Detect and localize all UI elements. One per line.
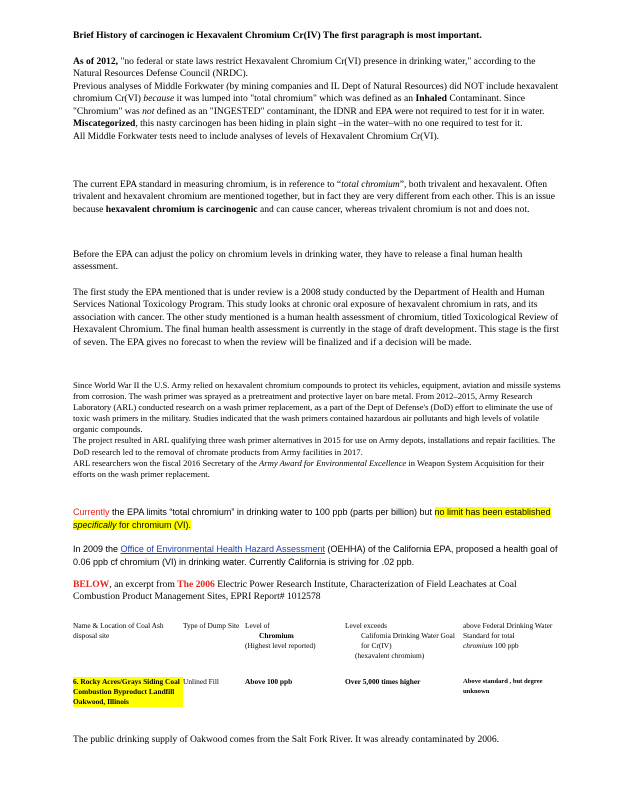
leachate-table xyxy=(73,621,563,707)
paragraph-epri-excerpt: BELOW, an excerpt from The 2006 Electric Power Research Institute, Characterization of Field Leachates at Coal Combustion Product Management Sites, EPRI Report# 1012578 xyxy=(73,579,517,603)
paragraph-middle-fork: Previous analyses of Middle Forkwater (by mining companies and IL Dept of Natural Resources) did NOT include hexavalent chromium Cr(VI) because it was lumped into "total chromium" which was defined as an Inhaled Contaminant. Since "Chromium" was not defined as an "INGESTED" contaminant, the IDNR and EPA were not required to test for it in water. Miscategorized, this nasty carcinogen has been hiding in plain sight –in the water–with no one required to test for it. All Middle Forkwater tests need to include analyses of levels of Hexavalent Chromium Cr(VI). xyxy=(73,81,559,142)
paragraph-epa-standard: The current EPA standard in measuring chromium, is in reference to “total chromium”, both trivalent and hexavalent. Often trivalent and hexavalent chromium are mentioned together, but in fact they are very different from each other. This is an issue because hexavalent chromium is carcinogenic and can cause cancer, whereas trivalent chromium is not and does not. xyxy=(73,179,555,215)
header-federal: above Federal Drinking Water Standard for total chromium 100 ppb xyxy=(463,621,553,650)
document-title: Brief History of carcinogen ic Hexavalent Chromium Cr(IV) The first paragraph is most important. xyxy=(73,30,482,41)
header-exceeds: Level exceeds California Drinking Water Goal for Cr(IV) (hexavalent chromium) xyxy=(345,621,455,660)
oehha-link[interactable]: Office of Environmental Health Hazard Assessment xyxy=(120,544,325,554)
header-site: Name & Location of Coal Ash disposal site xyxy=(73,621,164,640)
paragraph-oehha: In 2009 the Office of Environmental Health Hazard Assessment (OEHHA) of the California EPA, proposed a health goal of 0.06 ppb cf chromium (VI) in drinking water. Currently California is striving for .02 ppb. xyxy=(73,544,558,567)
header-type: Type of Dump Site xyxy=(183,621,240,630)
cell-above: Above standard , but degree unknown xyxy=(463,678,543,695)
cell-site: 6. Rocky Acres/Grays Siding Coal Combustion Byproduct Landfill Oakwood, Illinois xyxy=(73,677,183,707)
paragraph-health-assessment: Before the EPA can adjust the policy on chromium levels in drinking water, they have to release a final human health assessment. xyxy=(73,249,523,273)
header-level: Level of Chromium (Highest level reported) xyxy=(245,621,316,650)
cell-type: Unlined Fill xyxy=(183,677,219,686)
table-header-row xyxy=(73,621,563,661)
table-row xyxy=(73,677,563,707)
paragraph-oakwood: The public drinking supply of Oakwood comes from the Salt Fork River. It was already contaminated by 2006. xyxy=(73,734,500,745)
paragraph-epa-limit: Currently the EPA limits “total chromium” in drinking water to 100 ppb (parts per billion) but no limit has been established specifically for chromium (VI). xyxy=(73,507,551,530)
paragraph-studies: The first study the EPA mentioned that is under review is a 2008 study conducted by the Department of Health and Human Services National Toxicology Program. This study looks at chronic oral exposure of hexavalent chromium in rats, and its association with cancer. The other study mentioned is a human health assessment of chromium, titled Toxicological Review of Hexavalent Chromium. The final human health assessment is currently in the stage of draft development. This stage is the first of seven. The EPA gives no forecast to when the review will be finalized and if a decision will be made. xyxy=(73,287,559,348)
paragraph-nrdc: As of 2012, "no federal or state laws restrict Hexavalent Chromium Cr(VI) presence in drinking water," according to the Natural Resources Defense Council (NRDC). xyxy=(73,56,536,80)
cell-level: Above 100 ppb xyxy=(245,677,293,686)
paragraph-army: Since World War II the U.S. Army relied on hexavalent chromium compounds to protect its vehicles, equipment, aviation and missile systems from corrosion. The wash primer was sprayed as a pretreatment and protective layer on bare metal. From 2012–2015, Army Research Laboratory (ARL) conducted research on a wash primer replacement, as a part of the Dept of Defense's (DoD) effort to eliminate the use of toxic wash primers in the military. Studies indicated that the wash primers contained hazardous air pollutants and high levels of volatile organic compounds. The project resulted in ARL qualifying three wash primer alternatives in 2015 for use on Army depots, installations and repair facilities. The DoD research led to the removal of chromate products from Army facilities in 2017. ARL researchers won the fiscal 2016 Secretary of the Army Award for Environmental Excellence in Weapon System Acquisition for their efforts on the wash primer replacement. xyxy=(73,380,561,479)
cell-exceeds: Over 5,000 times higher xyxy=(345,677,421,686)
